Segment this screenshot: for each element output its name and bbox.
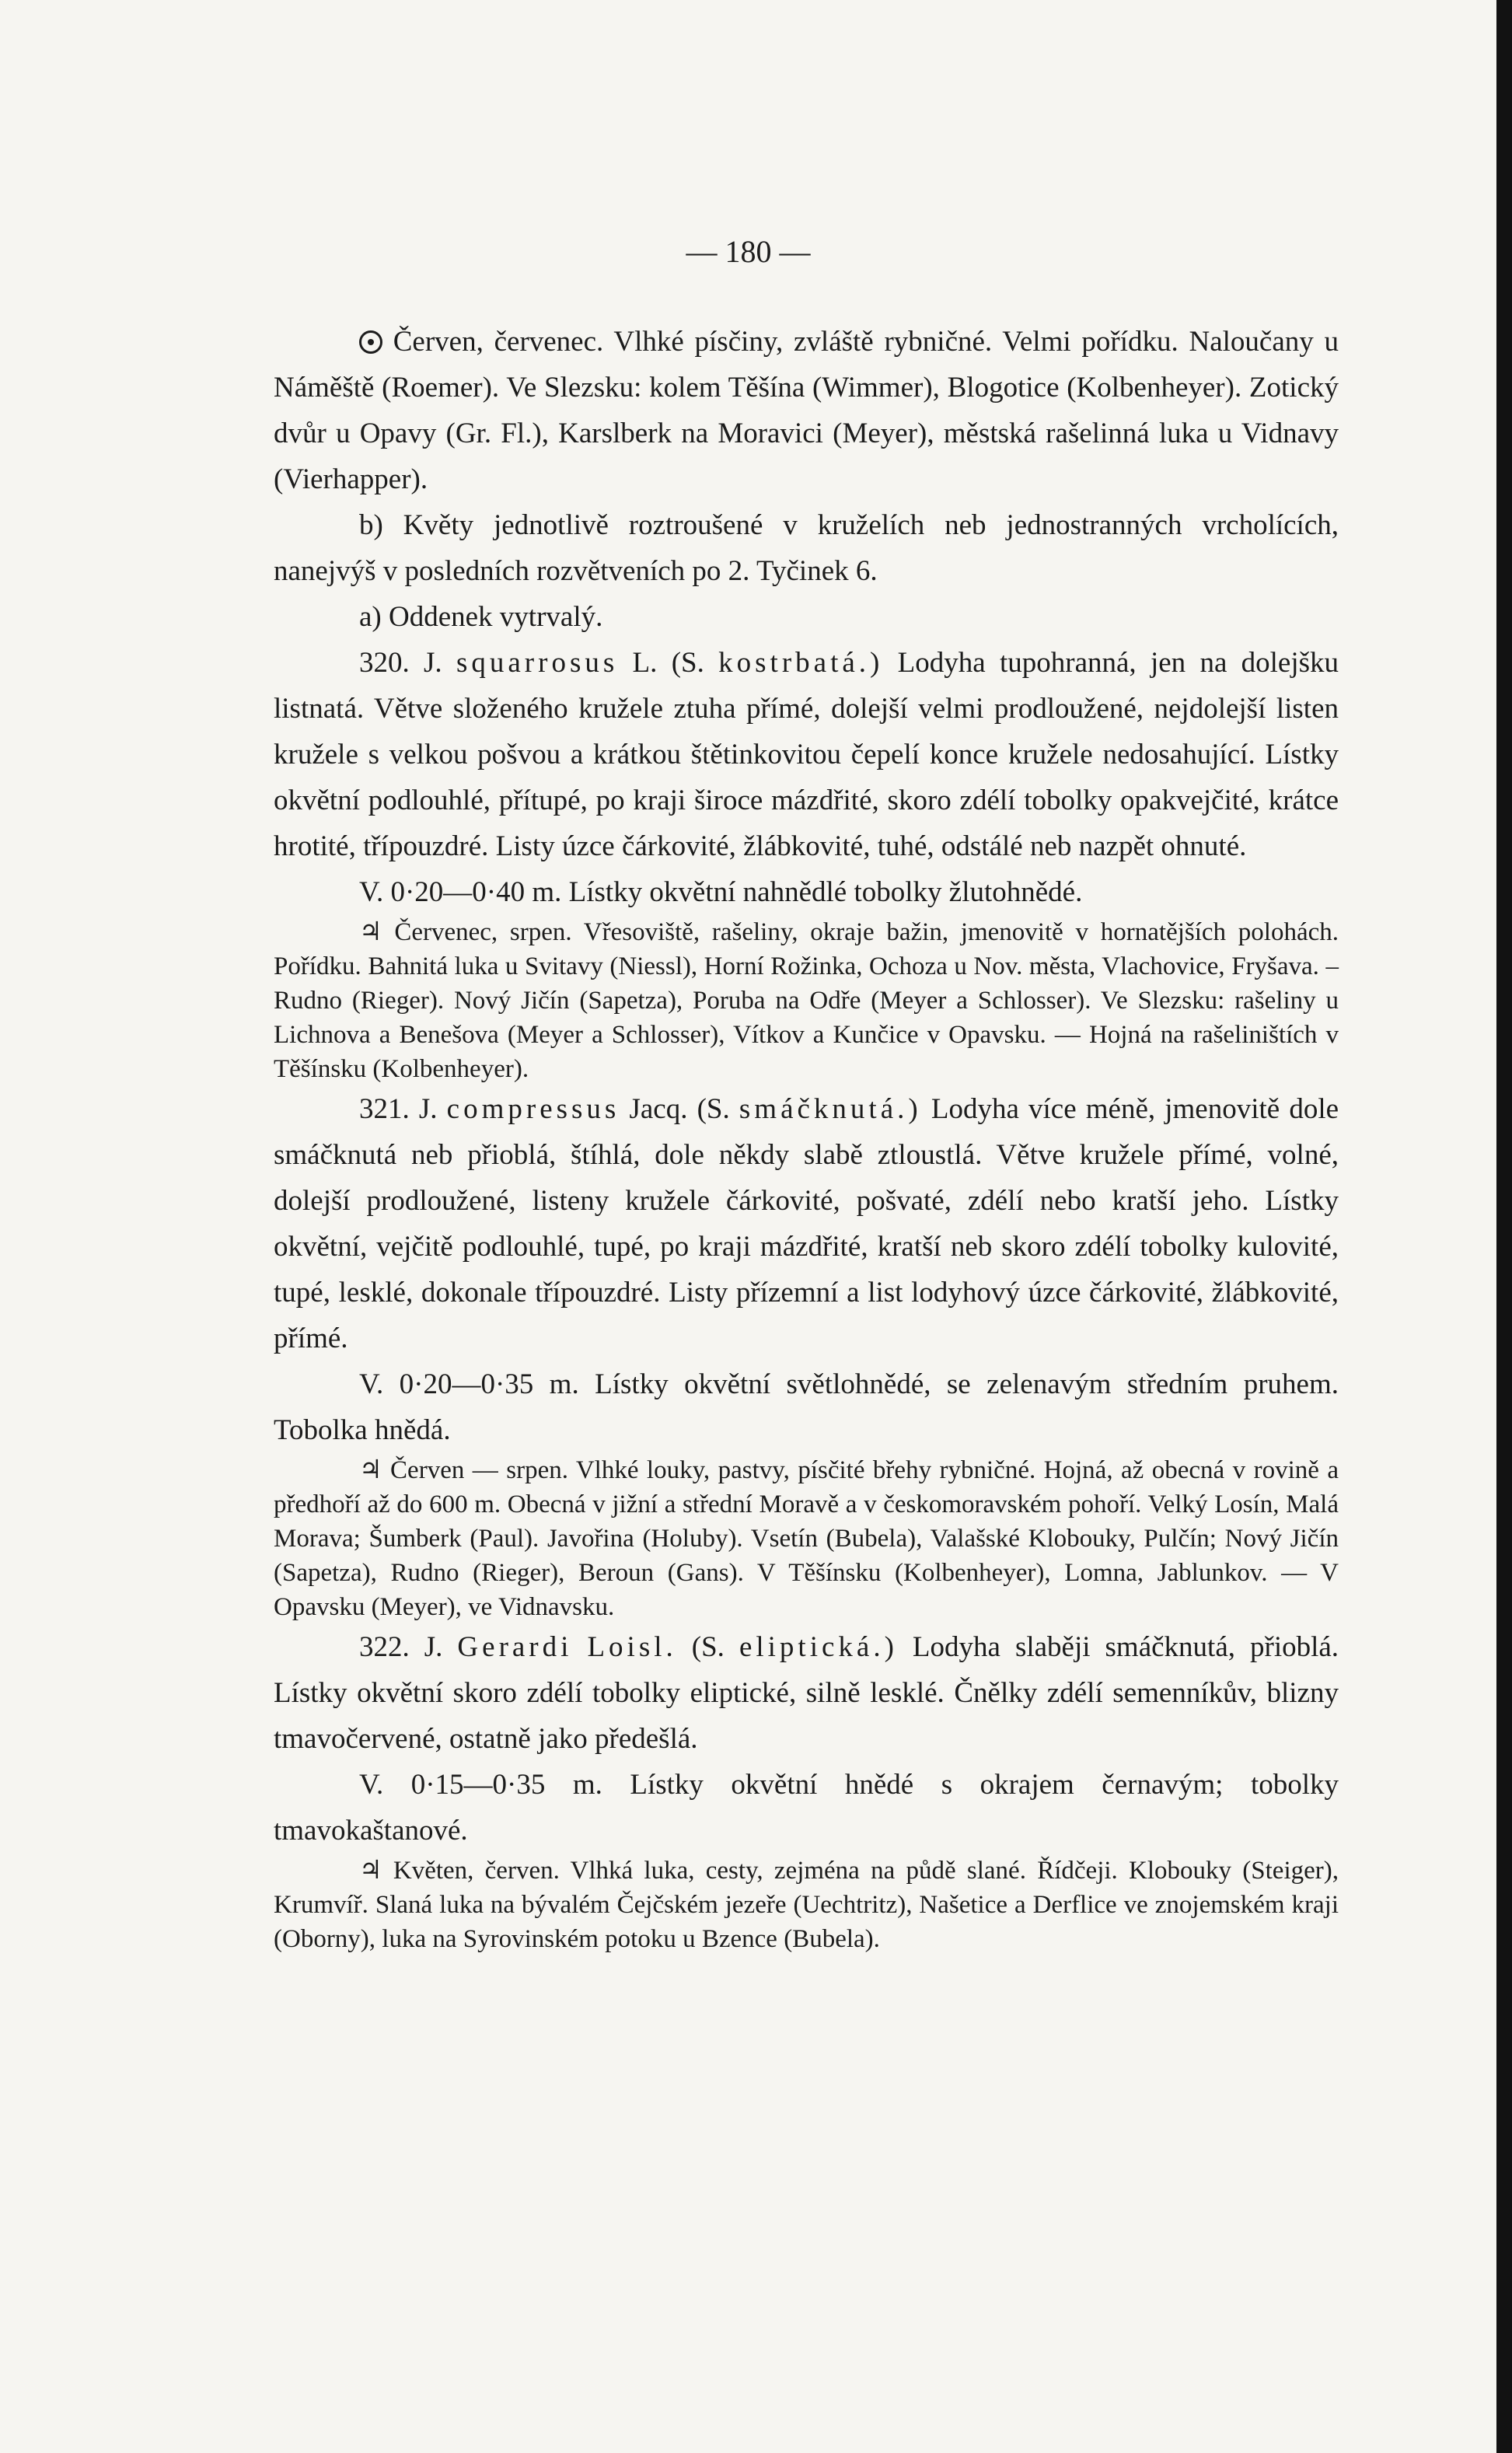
locations-text: Květen, červen. Vlhká luka, cesty, zejména na půdě slané. Řídčeji. Klobouky (Steiger), Krumvíř. Slaná luka na bývalém Čejčském jezeře (Uechtritz), Našetice a Derflice ve znojemském kraji (Oborny), luka na Syrovinském potoku u Bzence (Bubela). — [274, 1857, 1339, 1953]
perennial-plant-icon: ♃ — [359, 1857, 382, 1885]
species-321-locations — [274, 1453, 1339, 1624]
species-text: Lodyha více méně, jmenovitě dole smáčknutá neb přioblá, štíhlá, dole někdy slabě ztloustlá. Větve kružele přímé, volné, dolejší prodloužené, listeny kružele čárkovité, pošvaté, zdélí nebo kratší jeho. Lístky okvětní, vejčitě podlouhlé, tupé, po kraji mázdřité, kratší neb skoro zdélí tobolky kulovité, tupé, lesklé, dokonale třípouzdré. Listy přízemní a list lodyhový úzce čárkovité, žlábkovité, přímé. — [274, 1093, 1339, 1354]
page-text — [274, 319, 1339, 1956]
species-czech-name: kostrbatá.) — [718, 647, 884, 679]
species-322-locations — [274, 1854, 1339, 1956]
species-czech-name: smáčknutá.) — [739, 1093, 922, 1125]
czech-name-prefix: (S. — [697, 1093, 730, 1125]
species-text: Lodyha slaběji smáčknutá, přioblá. Lístky okvětní skoro zdélí tobolky eliptické, silně lesklé. Čnělky zdélí semenníkův, blizny tmavočervené, ostatně jako předešlá. — [274, 1631, 1339, 1755]
perennial-plant-icon: ♃ — [359, 1456, 382, 1484]
page-number: — 180 — — [686, 234, 811, 269]
species-author: Loisl. — [587, 1631, 677, 1663]
species-author: Jacq. — [629, 1093, 688, 1125]
paragraph-text: Červen, červenec. Vlhké písčiny, zvláště rybničné. Velmi pořídku. Naloučany u Náměště (Roemer). Ve Slezsku: kolem Těšína (Wimmer), Blogotice (Kolbenheyer). Zotický dvůr u Opavy (Gr. Fl.), Karslberk na Moravici (Meyer), městská rašelinná luka u Vidnavy (Vierhapper). — [274, 326, 1339, 495]
species-text: Lodyha tupohranná, jen na dolejšku listnatá. Větve složeného kružele ztuha přímé, dolejší velmi prodloužené, nejdolejší listen kružele s velkou pošvou a krátkou štětinkovitou čepelí konce kružele nedosahující. Lístky okvětní podlouhlé, přítupé, po kraji široce mázdřité, skoro zdélí tobolky opakvejčité, krátce hrotité, třípouzdré. Listy úzce čárkovité, žlábkovité, tuhé, odstálé neb nazpět ohnuté. — [274, 647, 1339, 862]
species-number: 322. J. — [359, 1631, 443, 1663]
species-322-size: V. 0·15—0·35 m. Lístky okvětní hnědé s okrajem černavým; tobolky tmavokaštanové. — [274, 1769, 1339, 1847]
locations-text: Červenec, srpen. Vřesoviště, rašeliny, okraje bažin, jmenovitě v hornatějších polohách. Pořídku. Bahnitá luka u Svitavy (Niessl), Horní Rožinka, Ochoza u Nov. města, Vlachovice, Fryšava. – Rudno (Rieger). Nový Jičín (Sapetza), Poruba na Odře (Meyer a Schlosser). Ve Slezsku: rašeliny u Lichnova a Benešova (Meyer a Schlosser), Vítkov a Kunčice v Opavsku. — Hojná na rašeliništích v Těšínsku (Kolbenheyer). — [274, 918, 1339, 1083]
paragraph-bloom-locations — [274, 319, 1339, 502]
czech-name-prefix: (S. — [671, 647, 704, 679]
species-number: 320. J. — [359, 647, 442, 679]
key-item-alpha: a) Oddenek vytrvalý. — [359, 601, 603, 633]
species-czech-name: eliptická.) — [739, 1631, 898, 1663]
species-320-description — [274, 640, 1339, 869]
locations-text: Červen — srpen. Vlhké louky, pastvy, písčité břehy rybničné. Hojná, až obecná v rovině a předhoří až do 600 m. Obecná v jižní a střední Moravě a v českomoravském pohoří. Velký Losín, Malá Morava; Šumberk (Paul). Javořina (Holuby). Vsetín (Bubela), Valašské Klobouky, Pulčín; Nový Jičín (Sapetza), Rudno (Rieger), Beroun (Gans). V Těšínsku (Kolbenheyer), Lomna, Jablunkov. — V Opavsku (Meyer), ve Vidnavsku. — [274, 1456, 1339, 1621]
perennial-plant-icon: ♃ — [359, 918, 382, 946]
annual-plant-icon — [359, 330, 382, 354]
species-latin-name: Gerardi — [457, 1631, 573, 1663]
species-latin-name: compressus — [446, 1093, 620, 1125]
species-author: L. — [632, 647, 658, 679]
species-320-size: V. 0·20—0·40 m. Lístky okvětní nahnědlé tobolky žlutohnědé. — [359, 876, 1083, 908]
species-321-description — [274, 1086, 1339, 1361]
species-number: 321. J. — [359, 1093, 438, 1125]
species-latin-name: squarrosus — [456, 647, 619, 679]
czech-name-prefix: (S. — [691, 1631, 725, 1663]
species-322-description — [274, 1624, 1339, 1762]
species-320-locations — [274, 915, 1339, 1086]
species-321-size: V. 0·20—0·35 m. Lístky okvětní světlohnědé, se zelenavým středním pruhem. Tobolka hnědá. — [274, 1368, 1339, 1446]
key-item-b: b) Květy jednotlivě roztroušené v kruželích neb jednostranných vrcholících, nanejvýš v posledních rozvětveních po 2. Tyčinek 6. — [274, 509, 1339, 587]
